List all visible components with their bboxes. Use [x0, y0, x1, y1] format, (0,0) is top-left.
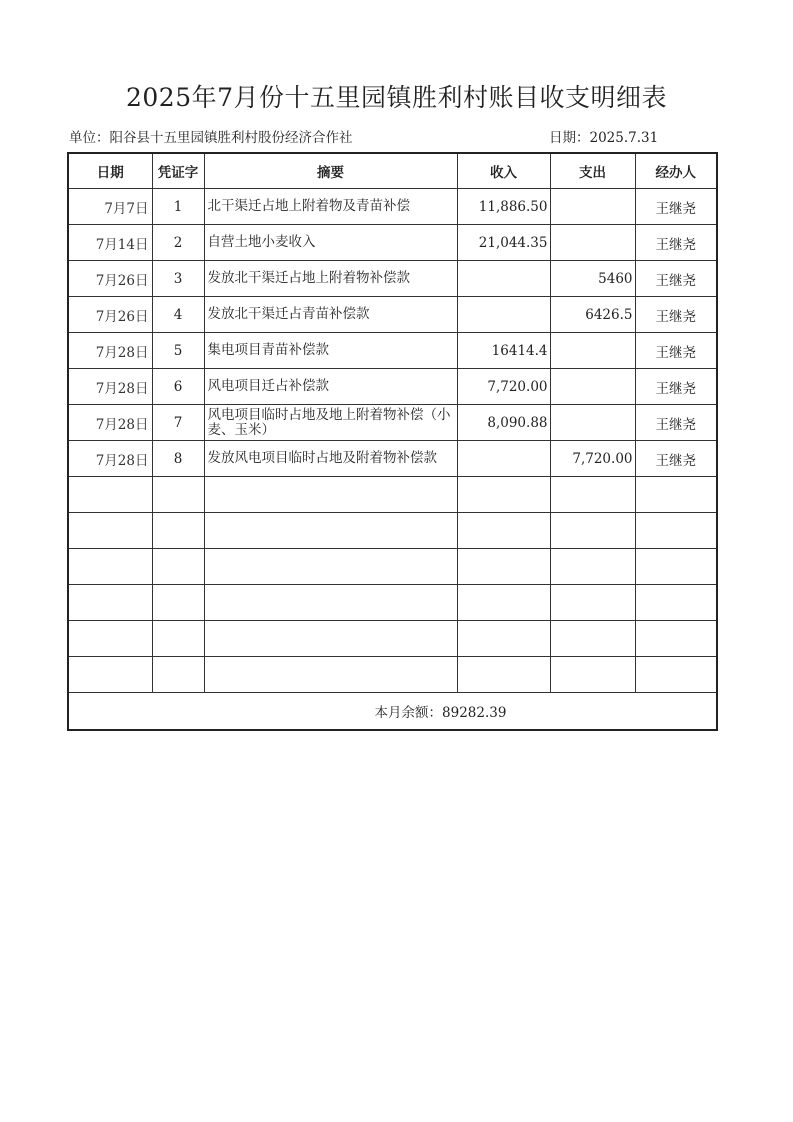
cell-handler: 王继尧	[635, 405, 717, 441]
cell-date: 7月28日	[68, 441, 152, 477]
cell-date: 7月26日	[68, 297, 152, 333]
cell-expense	[550, 369, 635, 405]
cell-handler	[635, 513, 717, 549]
cell-date	[68, 477, 152, 513]
cell-summary: 风电项目临时占地及地上附着物补偿（小麦、玉米）	[204, 405, 457, 441]
header-row	[68, 153, 717, 189]
cell-handler	[635, 621, 717, 657]
cell-expense	[550, 657, 635, 693]
cell-expense	[550, 477, 635, 513]
cell-income	[457, 261, 550, 297]
cell-date: 7月28日	[68, 369, 152, 405]
cell-income: 21,044.35	[457, 225, 550, 261]
balance-row	[68, 693, 717, 731]
cell-summary	[204, 657, 457, 693]
balance-cell	[68, 693, 717, 731]
cell-date: 7月28日	[68, 333, 152, 369]
cell-expense	[550, 513, 635, 549]
cell-voucher: 8	[152, 441, 204, 477]
cell-voucher	[152, 657, 204, 693]
cell-handler: 王继尧	[635, 225, 717, 261]
header-date: 日期	[68, 153, 152, 189]
cell-voucher: 1	[152, 189, 204, 225]
table-row	[68, 513, 717, 549]
cell-income	[457, 513, 550, 549]
cell-date: 7月7日	[68, 189, 152, 225]
cell-voucher: 6	[152, 369, 204, 405]
cell-summary	[204, 477, 457, 513]
cell-date	[68, 621, 152, 657]
cell-handler: 王继尧	[635, 369, 717, 405]
header-summary: 摘要	[204, 153, 457, 189]
table-row	[68, 441, 717, 477]
table-row	[68, 657, 717, 693]
cell-income	[457, 621, 550, 657]
cell-date: 7月14日	[68, 225, 152, 261]
header-expense: 支出	[550, 153, 635, 189]
cell-expense: 6426.5	[550, 297, 635, 333]
cell-date: 7月28日	[68, 405, 152, 441]
cell-summary	[204, 549, 457, 585]
table-row	[68, 225, 717, 261]
table-row	[68, 297, 717, 333]
cell-summary: 北干渠迁占地上附着物及青苗补偿	[204, 189, 457, 225]
cell-summary: 发放北干渠迁占青苗补偿款	[204, 297, 457, 333]
cell-handler	[635, 585, 717, 621]
cell-expense: 7,720.00	[550, 441, 635, 477]
cell-handler: 王继尧	[635, 333, 717, 369]
table-row	[68, 189, 717, 225]
cell-income	[457, 585, 550, 621]
table-row	[68, 477, 717, 513]
table-row	[68, 369, 717, 405]
cell-income	[457, 477, 550, 513]
unit-label: 单位：阳谷县十五里园镇胜利村股份经济合作社	[69, 130, 353, 146]
cell-income: 11,886.50	[457, 189, 550, 225]
header-handler: 经办人	[635, 153, 717, 189]
cell-voucher	[152, 549, 204, 585]
cell-date	[68, 585, 152, 621]
table-row	[68, 549, 717, 585]
table-row	[68, 621, 717, 657]
cell-summary: 自营土地小麦收入	[204, 225, 457, 261]
cell-expense	[550, 225, 635, 261]
page-title: 2025年7月份十五里园镇胜利村账目收支明细表	[125, 83, 668, 112]
cell-voucher	[152, 621, 204, 657]
cell-expense	[550, 621, 635, 657]
cell-expense: 5460	[550, 261, 635, 297]
date-label: 日期：2025.7.31	[549, 130, 659, 146]
cell-summary: 集电项目青苗补偿款	[204, 333, 457, 369]
cell-handler: 王继尧	[635, 261, 717, 297]
cell-voucher	[152, 585, 204, 621]
cell-income	[457, 441, 550, 477]
table-row	[68, 333, 717, 369]
cell-income: 8,090.88	[457, 405, 550, 441]
cell-voucher	[152, 477, 204, 513]
cell-date: 7月26日	[68, 261, 152, 297]
cell-income: 16414.4	[457, 333, 550, 369]
cell-voucher: 3	[152, 261, 204, 297]
cell-expense	[550, 549, 635, 585]
header-voucher: 凭证字	[152, 153, 204, 189]
ledger-body	[68, 189, 717, 731]
cell-handler	[635, 657, 717, 693]
cell-summary	[204, 585, 457, 621]
cell-summary: 风电项目迁占补偿款	[204, 369, 457, 405]
table-row	[68, 405, 717, 441]
cell-handler: 王继尧	[635, 441, 717, 477]
table-row	[68, 585, 717, 621]
cell-expense	[550, 405, 635, 441]
cell-summary	[204, 513, 457, 549]
cell-date	[68, 549, 152, 585]
cell-income	[457, 297, 550, 333]
cell-income	[457, 549, 550, 585]
cell-voucher: 2	[152, 225, 204, 261]
cell-income	[457, 657, 550, 693]
cell-summary	[204, 621, 457, 657]
cell-summary: 发放北干渠迁占地上附着物补偿款	[204, 261, 457, 297]
cell-expense	[550, 585, 635, 621]
cell-expense	[550, 189, 635, 225]
cell-date	[68, 657, 152, 693]
cell-voucher: 7	[152, 405, 204, 441]
balance-label: 本月余额：89282.39	[374, 705, 507, 721]
cell-expense	[550, 333, 635, 369]
cell-handler: 王继尧	[635, 297, 717, 333]
cell-date	[68, 513, 152, 549]
cell-voucher: 4	[152, 297, 204, 333]
cell-handler	[635, 549, 717, 585]
cell-voucher	[152, 513, 204, 549]
cell-handler: 王继尧	[635, 189, 717, 225]
cell-voucher: 5	[152, 333, 204, 369]
cell-summary: 发放风电项目临时占地及附着物补偿款	[204, 441, 457, 477]
ledger-table	[67, 152, 718, 731]
cell-income: 7,720.00	[457, 369, 550, 405]
cell-handler	[635, 477, 717, 513]
table-row	[68, 261, 717, 297]
header-income: 收入	[457, 153, 550, 189]
